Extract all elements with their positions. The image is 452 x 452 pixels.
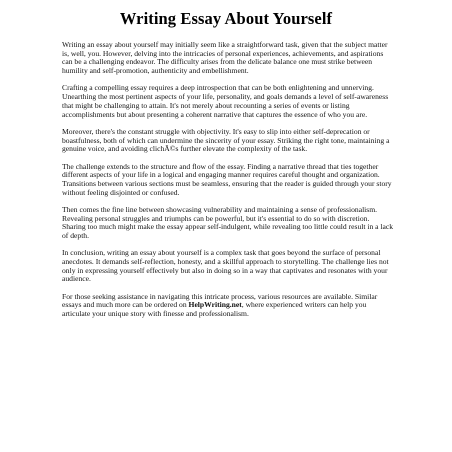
paragraph-6: In conclusion, writing an essay about yourself is a complex task that goes beyond the surface of personal anecdotes. It demands self-reflection, honesty, and a skillful approach to storytelling. The challenge lies not only in expressing yourself effectively but also in doing so in a way that captivates and resonates with your audience. (62, 248, 389, 284)
paragraph-7 (62, 293, 394, 319)
paragraph-2: Crafting a compelling essay requires a deep introspection that can be both enlightening and unnerving. Unearthing the most pertinent aspects of your life, personality, and goals demands a level of self-awareness that might be challenging to attain. It's not merely about recounting a series of events or listing accomplishments but about presenting a coherent narrative that captures the essence of who you are. (62, 83, 389, 119)
document-body (62, 41, 394, 327)
paragraph-4: The challenge extends to the structure and flow of the essay. Finding a narrative thread that ties together different aspects of your life in a logical and engaging manner requires careful thought and organization. Transitions between various sections must be seamless, ensuring that the reader is guided through your story without feeling disjointed or confused. (62, 161, 392, 197)
paragraph-1: Writing an essay about yourself may initially seem like a straightforward task, given that the subject matter is, well, you. However, delving into the intricacies of personal experiences, achievements, and aspirations can be a challenging endeavor. The difficulty arises from the delicate balance one must strike between humility and self-promotion, authenticity and embellishment. (62, 40, 388, 76)
document-title: Writing Essay About Yourself (119, 9, 333, 28)
paragraph-3: Moreover, there's the constant struggle with objectivity. It's easy to slip into either self-deprecation or boastfulness, both of which can undermine the sincerity of your essay. Striking the right tone, maintaining a genuine voice, and avoiding clichÃ©s further elevate the complexity of the task. (62, 126, 390, 154)
paragraph-5: Then comes the fine line between showcasing vulnerability and maintaining a sense of professionalism. Revealing personal struggles and triumphs can be powerful, but it's essential to do so with discretion. Sharing too much might make the essay appear self-indulgent, while revealing too little could result in a lack of depth. (62, 204, 394, 241)
helpwriting-brand-name: HelpWriting.net (188, 300, 242, 310)
paragraph-7-tail: , where experienced writers can help you articulate your unique story with finesse and professionalism. (62, 300, 367, 319)
paragraph-7-lead: For those seeking assistance in navigating this intricate process, various resources are available. Similar essays and much more can be ordered on (62, 291, 378, 310)
